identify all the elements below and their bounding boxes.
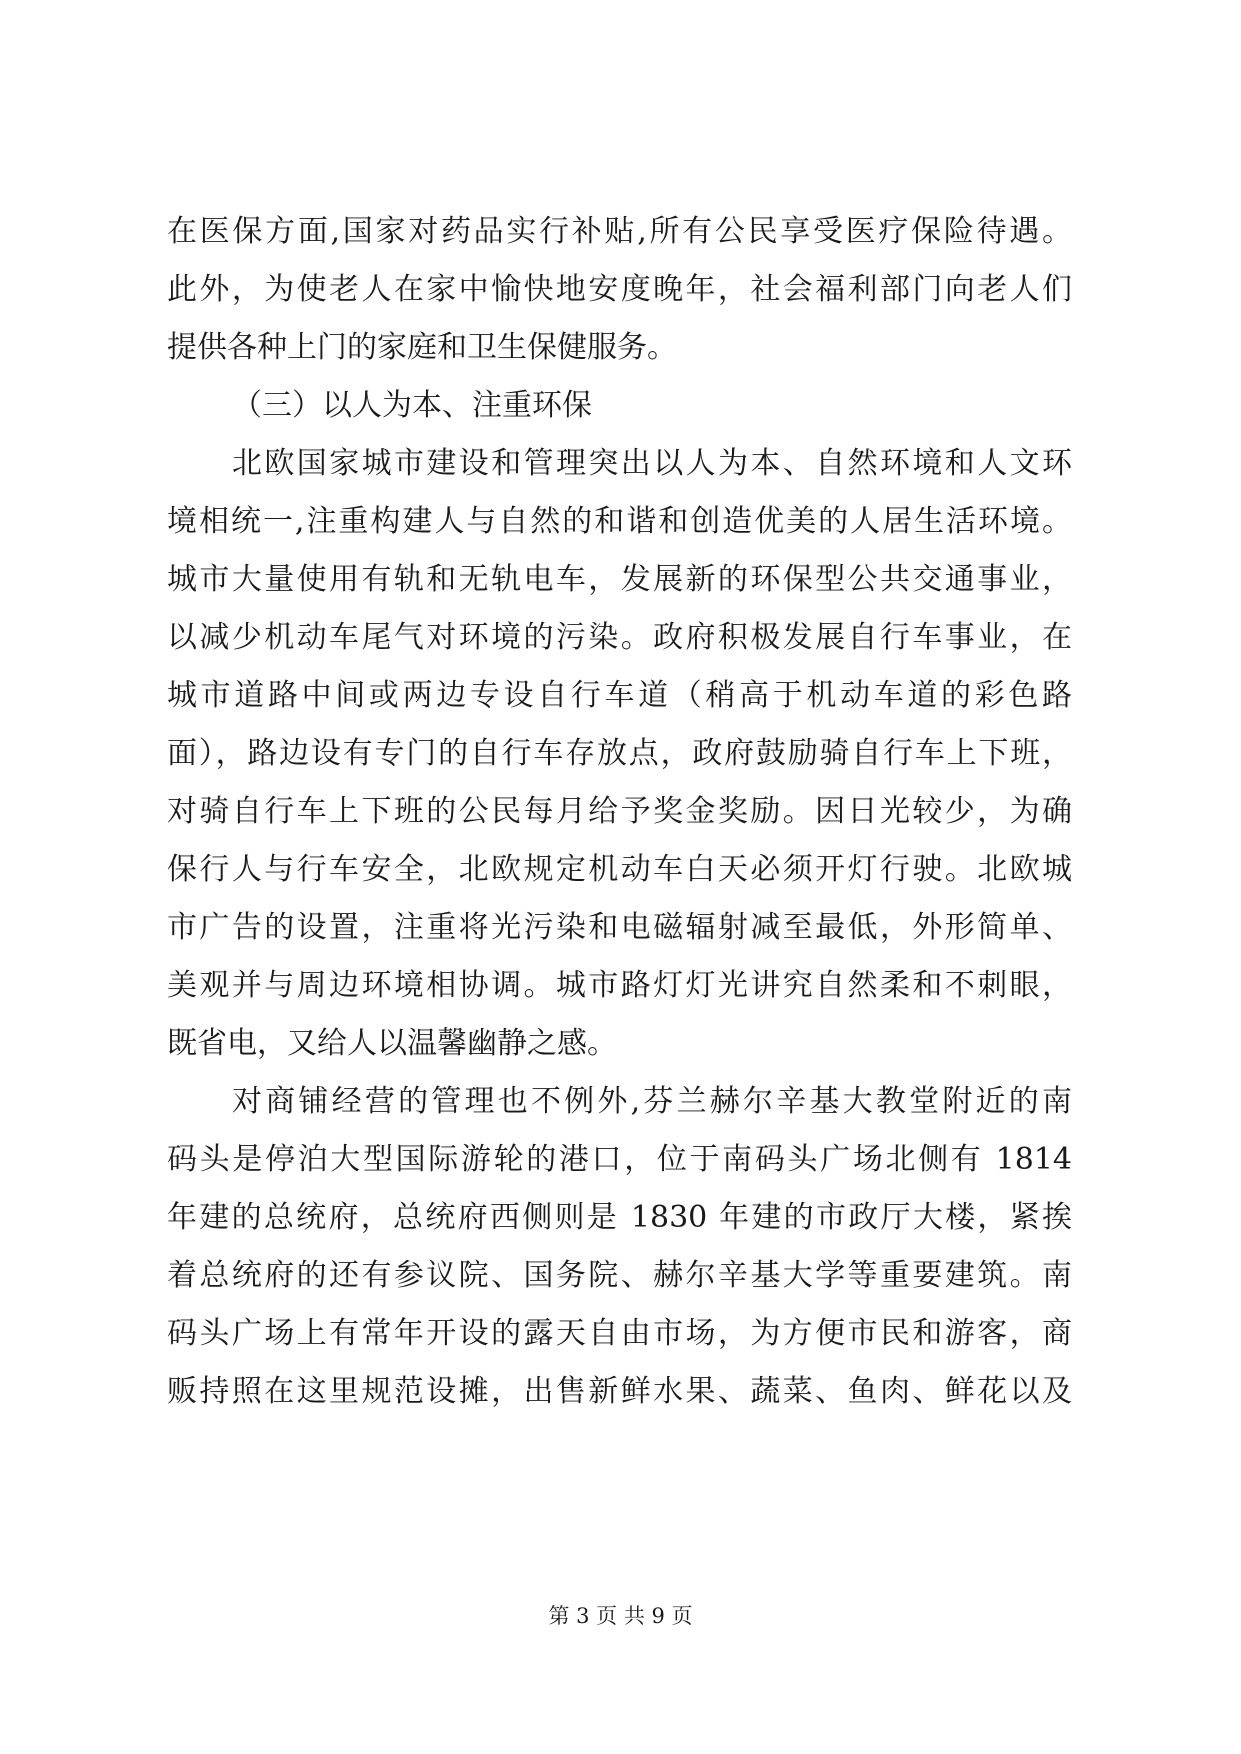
paragraph-line: 提供各种上门的家庭和卫生保健服务。 <box>167 330 677 365</box>
paragraph-line: 城市道路中间或两边专设自行车道（稍高于机动车道的彩色路 <box>167 678 1072 713</box>
paragraph-line: 保行人与行车安全，北欧规定机动车白天必须开灯行驶。北欧城 <box>167 852 1072 887</box>
paragraph-line: 北欧国家城市建设和管理突出以人为本、自然环境和人文环 <box>232 446 1072 481</box>
paragraph-line: 城市大量使用有轨和无轨电车，发展新的环保型公共交通事业， <box>167 562 1072 597</box>
paragraph-line: 既省电，又给人以温馨幽静之感。 <box>167 1026 617 1061</box>
paragraph-line: 码头是停泊大型国际游轮的港口，位于南码头广场北侧有 1814 <box>167 1142 1072 1177</box>
paragraph-line: 市广告的设置，注重将光污染和电磁辐射减至最低，外形简单、 <box>167 910 1072 945</box>
paragraph-line: 对骑自行车上下班的公民每月给予奖金奖励。因日光较少，为确 <box>167 794 1072 829</box>
page-footer <box>0 1602 1241 1630</box>
paragraph-line: 面），路边设有专门的自行车存放点，政府鼓励骑自行车上下班， <box>167 736 1072 771</box>
paragraph-line: 美观并与周边环境相协调。城市路灯灯光讲究自然柔和不刺眼， <box>167 968 1072 1003</box>
paragraph-line: 以减少机动车尾气对环境的污染。政府积极发展自行车事业，在 <box>167 620 1072 655</box>
paragraph-line: 境相统一,注重构建人与自然的和谐和创造优美的人居生活环境。 <box>167 504 1072 539</box>
page-indicator: 第 3 页 共 9 页 <box>548 1604 693 1628</box>
paragraph-line: 在医保方面,国家对药品实行补贴,所有公民享受医疗保险待遇。 <box>167 214 1072 249</box>
paragraph-line: 对商铺经营的管理也不例外,芬兰赫尔辛基大教堂附近的南 <box>232 1084 1072 1119</box>
paragraph-line: 此外，为使老人在家中愉快地安度晚年，社会福利部门向老人们 <box>167 272 1072 307</box>
paragraph-line: 年建的总统府，总统府西侧则是 1830 年建的市政厅大楼，紧挨 <box>167 1200 1072 1235</box>
paragraph-line: 码头广场上有常年开设的露天自由市场，为方便市民和游客，商 <box>167 1316 1072 1351</box>
section-heading: （三）以人为本、注重环保 <box>232 388 592 423</box>
paragraph-line: 着总统府的还有参议院、国务院、赫尔辛基大学等重要建筑。南 <box>167 1258 1072 1293</box>
paragraph-line: 贩持照在这里规范设摊，出售新鲜水果、蔬菜、鱼肉、鲜花以及 <box>167 1374 1072 1409</box>
